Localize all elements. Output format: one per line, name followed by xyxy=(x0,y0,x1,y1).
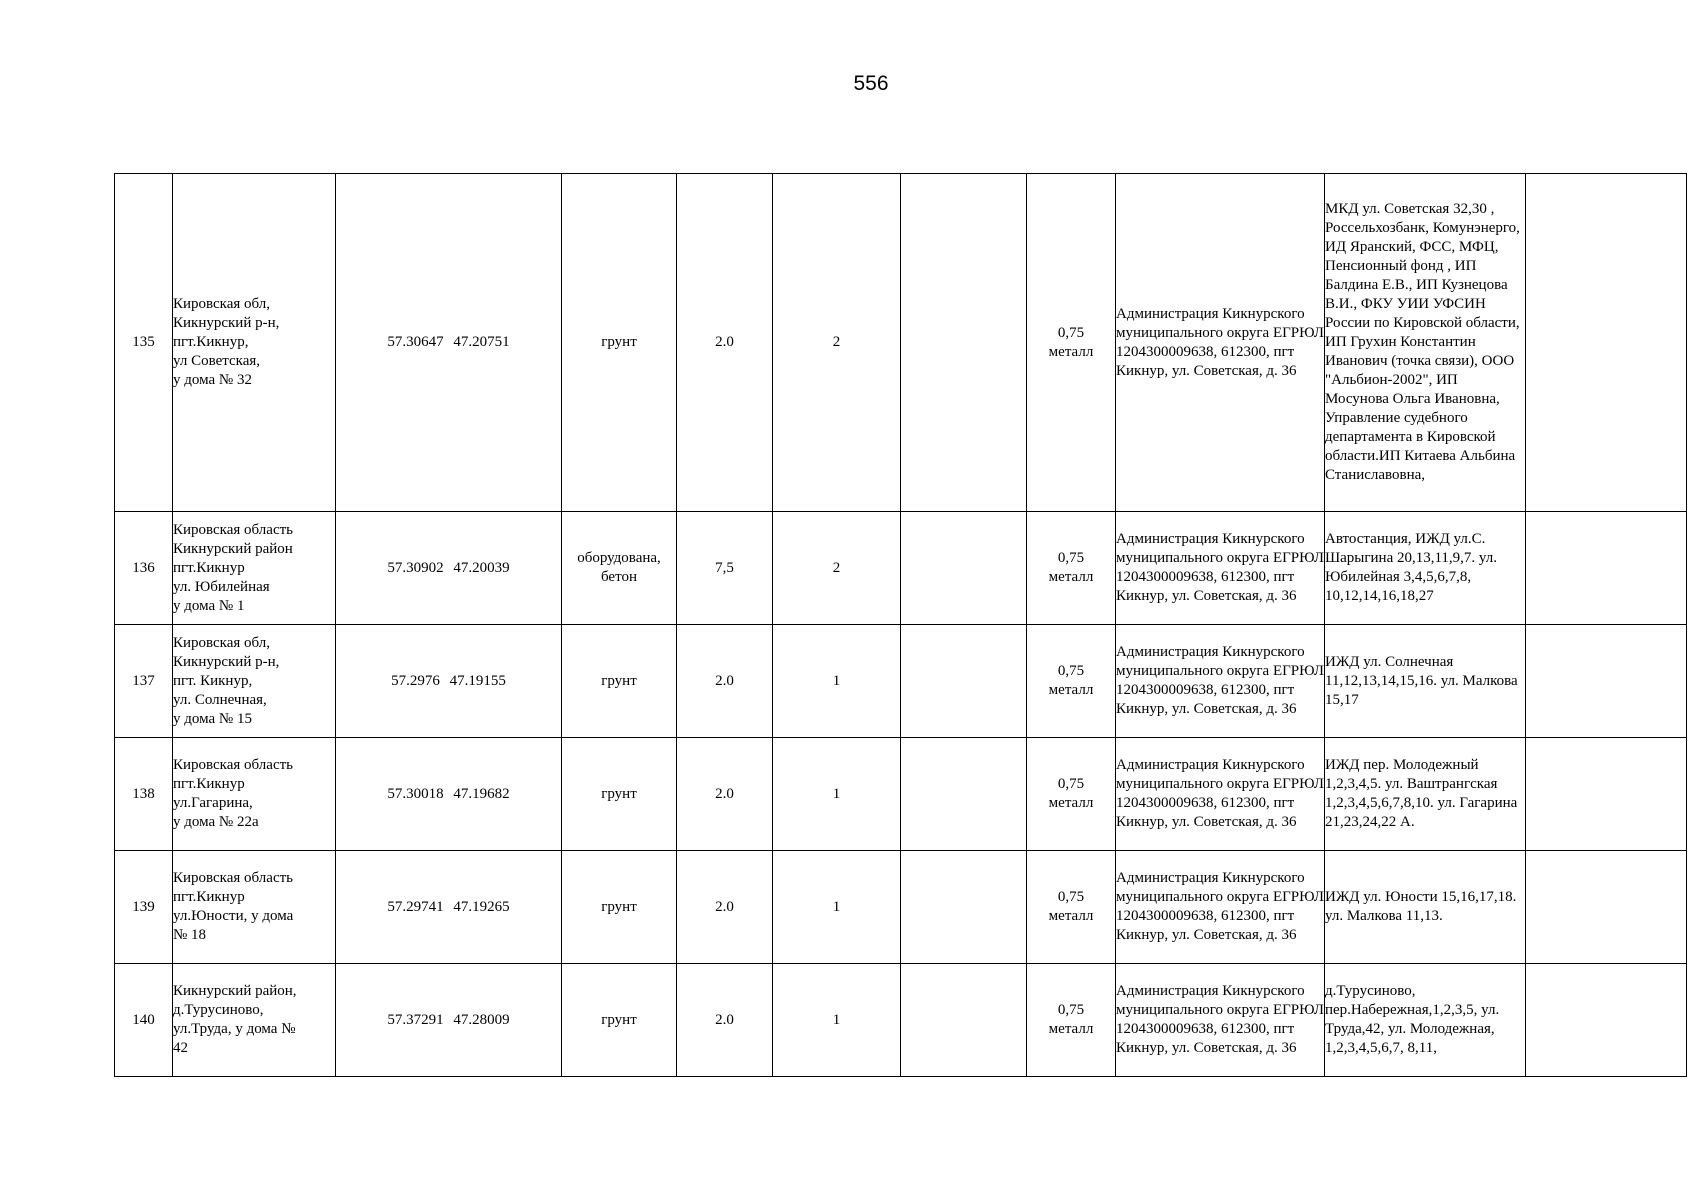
owner-cell: Администрация Кикнурского муниципального округа ЕГРЮЛ 1204300009638, 612300, пгт Кикнур, ул. Советская, д. 36 xyxy=(1116,625,1325,738)
planned-cell xyxy=(901,738,1027,851)
coordinates-cell: 57.30902 47.20039 xyxy=(336,512,562,625)
area-cell: 2.0 xyxy=(677,174,773,512)
row-number: 140 xyxy=(115,964,173,1077)
coordinates-cell: 57.30647 47.20751 xyxy=(336,174,562,512)
containers-cell: 1 xyxy=(773,625,901,738)
table-row xyxy=(115,738,1687,851)
note-cell xyxy=(1526,512,1687,625)
cover-cell: грунт xyxy=(562,738,677,851)
owner-cell: Администрация Кикнурского муниципального округа ЕГРЮЛ 1204300009638, 612300, пгт Кикнур, ул. Советская, д. 36 xyxy=(1116,738,1325,851)
address-cell: Кировская область пгт.Кикнур ул.Юности, у дома № 18 xyxy=(173,851,336,964)
owner-cell: Администрация Кикнурского муниципального округа ЕГРЮЛ 1204300009638, 612300, пгт Кикнур, ул. Советская, д. 36 xyxy=(1116,174,1325,512)
address-cell: Кировская область Кикнурский район пгт.Кикнур ул. Юбилейная у дома № 1 xyxy=(173,512,336,625)
owner-cell: Администрация Кикнурского муниципального округа ЕГРЮЛ 1204300009638, 612300, пгт Кикнур, ул. Советская, д. 36 xyxy=(1116,512,1325,625)
owner-cell: Администрация Кикнурского муниципального округа ЕГРЮЛ 1204300009638, 612300, пгт Кикнур, ул. Советская, д. 36 xyxy=(1116,851,1325,964)
planned-cell xyxy=(901,512,1027,625)
table-row xyxy=(115,851,1687,964)
cover-cell: грунт xyxy=(562,174,677,512)
cover-cell: грунт xyxy=(562,964,677,1077)
row-number: 135 xyxy=(115,174,173,512)
volume-material-cell: 0,75 металл xyxy=(1027,174,1116,512)
table-row xyxy=(115,625,1687,738)
address-cell: Кировская область пгт.Кикнур ул.Гагарина, у дома № 22а xyxy=(173,738,336,851)
area-cell: 2.0 xyxy=(677,625,773,738)
coordinates-cell: 57.29741 47.19265 xyxy=(336,851,562,964)
row-number: 136 xyxy=(115,512,173,625)
note-cell xyxy=(1526,964,1687,1077)
users-cell: д.Турусиново, пер.Набережная,1,2,3,5, ул. Труда,42, ул. Молодежная, 1,2,3,4,5,6,7, 8,11, xyxy=(1325,964,1526,1077)
containers-cell: 1 xyxy=(773,851,901,964)
coordinates-cell: 57.30018 47.19682 xyxy=(336,738,562,851)
users-cell: Автостанция, ИЖД ул.С. Шарыгина 20,13,11,9,7. ул. Юбилейная 3,4,5,6,7,8, 10,12,14,16,18,27 xyxy=(1325,512,1526,625)
containers-cell: 2 xyxy=(773,512,901,625)
planned-cell xyxy=(901,964,1027,1077)
containers-cell: 1 xyxy=(773,964,901,1077)
page-number: 556 xyxy=(853,72,889,95)
containers-cell: 2 xyxy=(773,174,901,512)
address-cell: Кировская обл, Кикнурский р-н, пгт. Кикнур, ул. Солнечная, у дома № 15 xyxy=(173,625,336,738)
coordinates-cell: 57.37291 47.28009 xyxy=(336,964,562,1077)
waste-sites-table xyxy=(114,173,1687,1077)
note-cell xyxy=(1526,851,1687,964)
users-cell: ИЖД ул. Юности 15,16,17,18. ул. Малкова 11,13. xyxy=(1325,851,1526,964)
row-number: 138 xyxy=(115,738,173,851)
note-cell xyxy=(1526,738,1687,851)
table-row xyxy=(115,512,1687,625)
note-cell xyxy=(1526,625,1687,738)
users-cell: ИЖД пер. Молодежный 1,2,3,4,5. ул. Ваштрангская 1,2,3,4,5,6,7,8,10. ул. Гагарина 21,23,24,22 А. xyxy=(1325,738,1526,851)
note-cell xyxy=(1526,174,1687,512)
row-number: 137 xyxy=(115,625,173,738)
volume-material-cell: 0,75 металл xyxy=(1027,851,1116,964)
containers-cell: 1 xyxy=(773,738,901,851)
planned-cell xyxy=(901,851,1027,964)
cover-cell: грунт xyxy=(562,851,677,964)
row-number: 139 xyxy=(115,851,173,964)
owner-cell: Администрация Кикнурского муниципального округа ЕГРЮЛ 1204300009638, 612300, пгт Кикнур, ул. Советская, д. 36 xyxy=(1116,964,1325,1077)
address-cell: Кировская обл, Кикнурский р-н, пгт.Кикнур, ул Советская, у дома № 32 xyxy=(173,174,336,512)
address-cell: Кикнурский район, д.Турусиново, ул.Труда, у дома № 42 xyxy=(173,964,336,1077)
table-row xyxy=(115,964,1687,1077)
table-row xyxy=(115,174,1687,512)
cover-cell: оборудована, бетон xyxy=(562,512,677,625)
users-cell: МКД ул. Советская 32,30 , Россельхозбанк, Комунэнерго, ИД Яранский, ФСС, МФЦ, Пенсионный фонд , ИП Балдина Е.В., ИП Кузнецова В.И., ФКУ УИИ УФСИН России по Кировской области, ИП Грухин Константин Иванович (точка связи), ООО "Альбион-2002", ИП Мосунова Ольга Ивановна, Управление судебного департамента в Кировской области.ИП Китаева Альбина Станиславовна, xyxy=(1325,174,1526,512)
area-cell: 2.0 xyxy=(677,964,773,1077)
cover-cell: грунт xyxy=(562,625,677,738)
coordinates-cell: 57.2976 47.19155 xyxy=(336,625,562,738)
area-cell: 2.0 xyxy=(677,738,773,851)
volume-material-cell: 0,75 металл xyxy=(1027,512,1116,625)
users-cell: ИЖД ул. Солнечная 11,12,13,14,15,16. ул. Малкова 15,17 xyxy=(1325,625,1526,738)
volume-material-cell: 0,75 металл xyxy=(1027,625,1116,738)
planned-cell xyxy=(901,625,1027,738)
area-cell: 7,5 xyxy=(677,512,773,625)
volume-material-cell: 0,75 металл xyxy=(1027,738,1116,851)
volume-material-cell: 0,75 металл xyxy=(1027,964,1116,1077)
area-cell: 2.0 xyxy=(677,851,773,964)
planned-cell xyxy=(901,174,1027,512)
